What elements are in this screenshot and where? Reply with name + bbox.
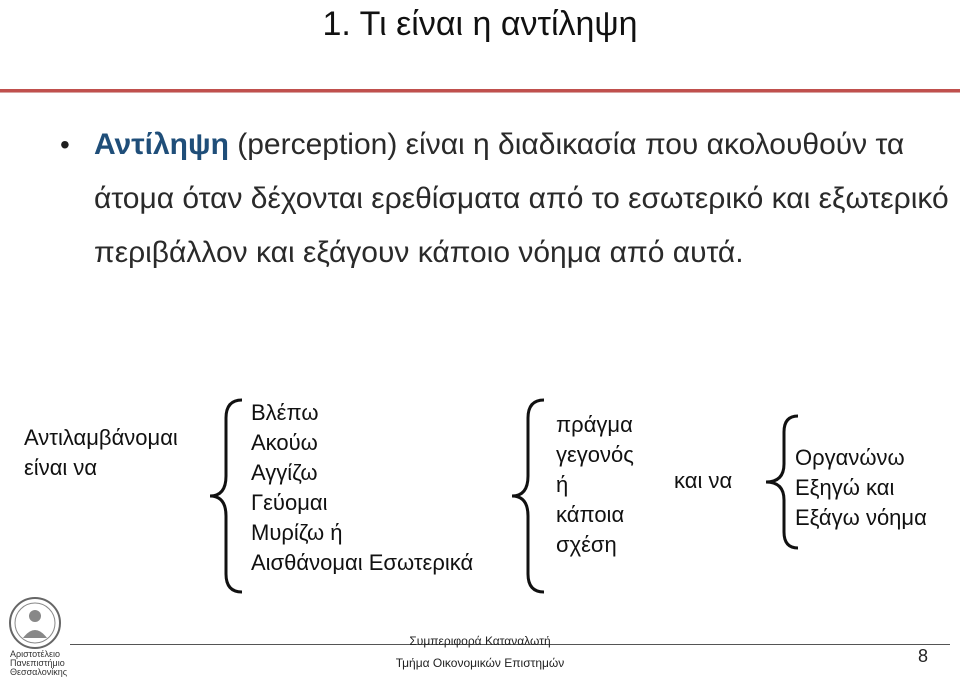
objects-list [556, 410, 634, 560]
university-line: Πανεπιστήμιο [10, 658, 65, 668]
object-item: ή [556, 472, 569, 497]
university-name [10, 650, 67, 677]
sense-item: Μυρίζω ή [251, 520, 343, 545]
sense-item: Ακούω [251, 430, 318, 455]
definition-paragraph [94, 118, 954, 280]
object-item: γεγονός [556, 442, 634, 467]
footer-course: Συμπεριφορά Καταναλωτή [409, 634, 551, 648]
object-item: σχέση [556, 532, 617, 557]
action-item: Εξηγώ και [795, 475, 895, 500]
lead-line-2: είναι να [24, 455, 98, 480]
lead-line-1: Αντιλαμβάνομαι [24, 425, 178, 450]
scheme-lead [24, 423, 178, 483]
footer-department: Τμήμα Οικονομικών Επιστημών [395, 656, 565, 670]
brace-senses [206, 396, 246, 596]
senses-list [251, 398, 473, 578]
university-line: Αριστοτέλειο [10, 649, 61, 659]
action-item: Εξάγω νόημα [795, 505, 927, 530]
action-item: Οργανώνω [795, 445, 905, 470]
title-divider [0, 89, 960, 93]
actions-list [795, 443, 927, 533]
bullet-marker: • [60, 129, 70, 160]
object-item: πράγμα [556, 412, 633, 437]
page-number: 8 [918, 646, 929, 666]
sense-item: Αισθάνομαι Εσωτερικά [251, 550, 474, 575]
sense-item: Γεύομαι [251, 490, 328, 515]
brace-objects [508, 396, 548, 596]
sense-item: Αγγίζω [251, 460, 318, 485]
definition-term: Αντίληψη [94, 128, 229, 161]
university-line: Θεσσαλονίκης [10, 667, 68, 677]
object-item: κάποια [556, 502, 625, 527]
definition-text: (perception) είναι η διαδικασία που ακολουθούν τα άτομα όταν δέχονται ερεθίσματα από το εσωτερικό και εξωτερικό περιβάλλον και εξάγουν κάποιο νόημα από αυτά. [94, 128, 949, 269]
sense-item: Βλέπω [251, 400, 319, 425]
slide-title: 1. Τι είναι η αντίληψη [322, 5, 638, 43]
connector-text: και να [674, 468, 733, 493]
university-seal-icon [8, 596, 62, 650]
